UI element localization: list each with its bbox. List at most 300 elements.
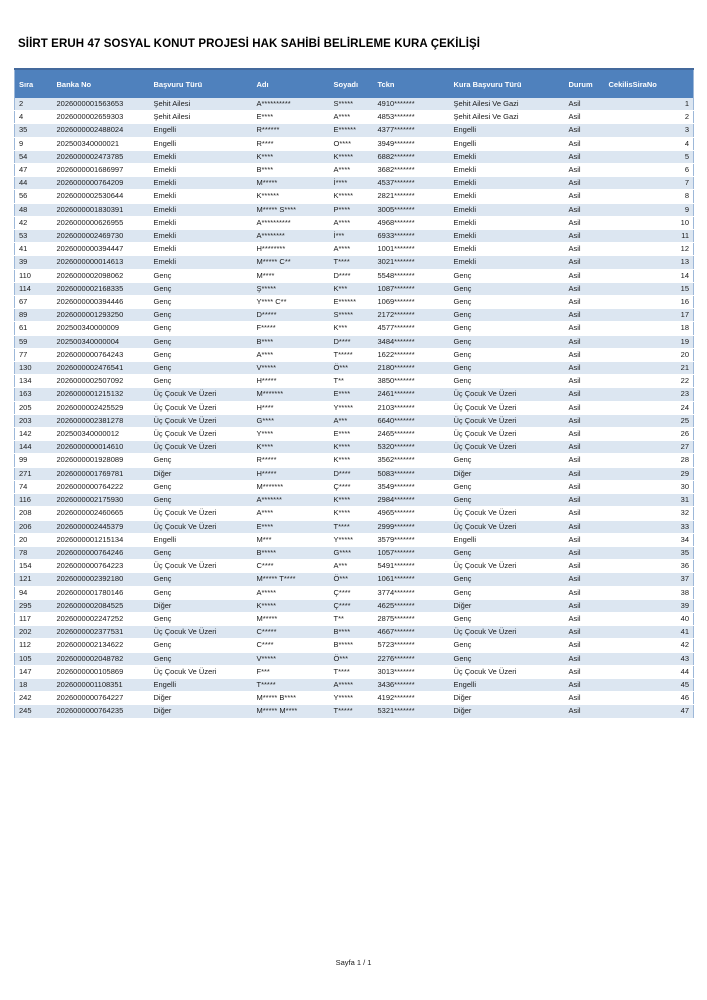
cell-basvuru-turu: Üç Çocuk Ve Üzeri [153, 561, 217, 571]
cell-cekilis-sira-no: 32 [680, 508, 689, 518]
cell-soyadi: G**** [333, 547, 352, 557]
cell-banka-no: 2026000002507092 [56, 376, 124, 386]
cell-basvuru-turu: Üç Çocuk Ve Üzeri [153, 627, 217, 637]
cell-banka-no: 2026000000394447 [56, 244, 124, 254]
cell-cekilis-sira-no: 31 [680, 495, 689, 505]
table-row [15, 480, 694, 493]
cell-tckn: 5723******* [377, 640, 415, 650]
table-row [15, 98, 694, 111]
cell-adi: R****** [256, 125, 280, 135]
cell-kura-basvuru-turu: Şehit Ailesi Ve Gazi [453, 112, 519, 122]
table-row [15, 124, 694, 137]
cell-cekilis-sira-no: 34 [680, 534, 689, 544]
cell-kura-basvuru-turu: Genç [453, 297, 472, 307]
cell-tckn: 3949******* [377, 138, 415, 148]
cell-basvuru-turu: Genç [153, 297, 172, 307]
cell-sira: 89 [19, 310, 28, 320]
cell-kura-basvuru-turu: Genç [453, 349, 472, 359]
cell-banka-no: 2026000000105869 [56, 666, 124, 676]
cell-cekilis-sira-no: 26 [680, 429, 689, 439]
cell-basvuru-turu: Engelli [153, 679, 177, 689]
cell-sira: 9 [19, 138, 24, 148]
cell-soyadi: K**** [333, 442, 351, 452]
cell-durum: Asil [568, 151, 581, 161]
cell-soyadi: T***** [333, 706, 353, 716]
cell-sira: 44 [19, 178, 28, 188]
cell-kura-basvuru-turu: Diğer [453, 693, 472, 703]
cell-sira: 2 [19, 99, 24, 108]
cell-basvuru-turu: Emekli [153, 191, 177, 201]
cell-adi: Y**** [256, 429, 274, 439]
cell-soyadi: T**** [333, 257, 350, 267]
cell-banka-no: 2026000001769781 [56, 468, 124, 478]
table-row [15, 573, 694, 586]
cell-adi: K**** [256, 442, 274, 452]
cell-tckn: 2172******* [377, 310, 415, 320]
cell-cekilis-sira-no: 18 [680, 323, 689, 333]
table-row [15, 348, 694, 361]
cell-sira: 144 [19, 442, 32, 452]
cell-sira: 105 [19, 653, 32, 663]
cell-banka-no: 2026000002134622 [56, 640, 124, 650]
cell-sira: 94 [19, 587, 28, 597]
cell-basvuru-turu: Emekli [153, 151, 177, 161]
table-row [15, 362, 694, 375]
cell-sira: 56 [19, 191, 28, 201]
cell-banka-no: 2026000001780146 [56, 587, 124, 597]
table-row [15, 612, 694, 625]
cell-adi: M***** [256, 178, 278, 188]
cell-cekilis-sira-no: 46 [680, 693, 689, 703]
cell-tckn: 5491******* [377, 561, 415, 571]
cell-soyadi: S***** [333, 310, 354, 320]
cell-soyadi: A***** [333, 679, 354, 689]
cell-banka-no: 2026000000764235 [56, 706, 124, 716]
cell-basvuru-turu: Diğer [153, 693, 172, 703]
cell-cekilis-sira-no: 25 [680, 415, 689, 425]
cell-soyadi: K**** [333, 495, 351, 505]
cell-durum: Asil [568, 455, 581, 465]
cell-sira: 39 [19, 257, 28, 267]
cell-durum: Asil [568, 231, 581, 241]
cell-sira: 134 [19, 376, 32, 386]
cell-adi: C**** [256, 561, 274, 571]
cell-adi: M***** B**** [256, 693, 297, 703]
cell-sira: 61 [19, 323, 28, 333]
table-row [15, 533, 694, 546]
cell-adi: Y**** C** [256, 297, 287, 307]
table-row [15, 230, 694, 243]
cell-durum: Asil [568, 613, 581, 623]
cell-sira: 154 [19, 561, 32, 571]
cell-adi: A********** [256, 99, 291, 108]
cell-basvuru-turu: Emekli [153, 231, 177, 241]
cell-banka-no: 2026000000764209 [56, 178, 124, 188]
cell-adi: M***** M**** [256, 706, 298, 716]
cell-soyadi: A**** [333, 112, 351, 122]
cell-basvuru-turu: Genç [153, 376, 172, 386]
cell-basvuru-turu: Üç Çocuk Ve Üzeri [153, 442, 217, 452]
cell-adi: M***** S**** [256, 204, 297, 214]
cell-soyadi: Ö*** [333, 363, 349, 373]
cell-soyadi: A**** [333, 244, 351, 254]
cell-adi: K**** [256, 151, 274, 161]
cell-adi: M******* [256, 389, 284, 399]
cell-soyadi: A*** [333, 415, 348, 425]
cell-basvuru-turu: Genç [153, 587, 172, 597]
cell-basvuru-turu: Engelli [153, 125, 177, 135]
cell-sira: 18 [19, 679, 28, 689]
cell-adi: F***** [256, 323, 276, 333]
cell-tckn: 1087******* [377, 283, 415, 293]
cell-sira: 130 [19, 363, 32, 373]
table-row [15, 441, 694, 454]
cell-cekilis-sira-no: 6 [684, 165, 689, 175]
cell-banka-no: 2026000000394446 [56, 297, 124, 307]
cell-banka-no: 2026000002659303 [56, 112, 124, 122]
cell-banka-no: 2026000002377531 [56, 627, 124, 637]
cell-soyadi: E****** [333, 125, 357, 135]
cell-tckn: 4625******* [377, 600, 415, 610]
cell-banka-no: 2026000002084525 [56, 600, 124, 610]
cell-tckn: 4853******* [377, 112, 415, 122]
cell-tckn: 6933******* [377, 231, 415, 241]
cell-kura-basvuru-turu: Üç Çocuk Ve Üzeri [453, 442, 517, 452]
cell-tckn: 2984******* [377, 495, 415, 505]
cell-adi: A***** [256, 587, 277, 597]
cell-basvuru-turu: Emekli [153, 257, 177, 267]
page-number-label: Sayfa 1 / 1 [335, 958, 372, 967]
cell-cekilis-sira-no: 28 [680, 455, 689, 465]
column-header-kura-basvuru-turu: Kura Başvuru Türü [450, 69, 565, 98]
cell-adi: H**** [256, 402, 274, 412]
cell-adi: M***** [256, 613, 278, 623]
cell-tckn: 3013******* [377, 666, 415, 676]
cell-soyadi: Y***** [333, 693, 354, 703]
cell-durum: Asil [568, 297, 581, 307]
cell-tckn: 1001******* [377, 244, 415, 254]
cell-durum: Asil [568, 534, 581, 544]
cell-banka-no: 2026000001293250 [56, 310, 124, 320]
cell-durum: Asil [568, 481, 581, 491]
table-row [15, 652, 694, 665]
cell-kura-basvuru-turu: Diğer [453, 600, 472, 610]
cell-kura-basvuru-turu: Üç Çocuk Ve Üzeri [453, 508, 517, 518]
cell-sira: 242 [19, 693, 32, 703]
cell-banka-no: 2026000002445379 [56, 521, 124, 531]
table-row [15, 190, 694, 203]
cell-cekilis-sira-no: 36 [680, 561, 689, 571]
cell-tckn: 3005******* [377, 204, 415, 214]
cell-adi: H******** [256, 244, 286, 254]
cell-adi: Ş***** [256, 283, 277, 293]
cell-durum: Asil [568, 363, 581, 373]
cell-kura-basvuru-turu: Genç [453, 481, 472, 491]
cell-kura-basvuru-turu: Emekli [453, 151, 477, 161]
cell-sira: 110 [19, 270, 31, 280]
cell-kura-basvuru-turu: Diğer [453, 706, 472, 716]
cell-basvuru-turu: Üç Çocuk Ve Üzeri [153, 666, 217, 676]
cell-durum: Asil [568, 283, 581, 293]
cell-cekilis-sira-no: 9 [684, 204, 689, 214]
cell-soyadi: B**** [333, 627, 351, 637]
cell-durum: Asil [568, 99, 581, 108]
cell-tckn: 4667******* [377, 627, 415, 637]
cell-adi: R***** [256, 455, 277, 465]
cell-sira: 295 [19, 600, 32, 610]
cell-kura-basvuru-turu: Genç [453, 653, 472, 663]
cell-durum: Asil [568, 508, 581, 518]
cell-tckn: 6882******* [377, 151, 415, 161]
table-row [15, 322, 694, 335]
cell-basvuru-turu: Engelli [153, 534, 177, 544]
cell-durum: Asil [568, 706, 581, 716]
cell-adi: V***** [256, 653, 277, 663]
table-row [15, 428, 694, 441]
cell-durum: Asil [568, 521, 581, 531]
cell-sira: 271 [19, 468, 32, 478]
cell-basvuru-turu: Üç Çocuk Ve Üzeri [153, 389, 217, 399]
cell-soyadi: K*** [333, 323, 348, 333]
cell-banka-no: 2026000002098062 [56, 270, 124, 280]
cell-adi: B**** [256, 336, 274, 346]
cell-cekilis-sira-no: 10 [680, 217, 689, 227]
cell-soyadi: D**** [333, 270, 351, 280]
cell-kura-basvuru-turu: Genç [453, 376, 472, 386]
cell-cekilis-sira-no: 35 [680, 547, 689, 557]
cell-kura-basvuru-turu: Emekli [453, 231, 477, 241]
cell-sira: 203 [19, 415, 32, 425]
cell-durum: Asil [568, 336, 581, 346]
cell-durum: Asil [568, 138, 581, 148]
cell-cekilis-sira-no: 4 [684, 138, 689, 148]
column-header-basvuru-turu: Başvuru Türü [150, 69, 253, 98]
table-row [15, 494, 694, 507]
cell-durum: Asil [568, 495, 581, 505]
cell-kura-basvuru-turu: Emekli [453, 165, 477, 175]
cell-kura-basvuru-turu: Üç Çocuk Ve Üzeri [453, 521, 517, 531]
cell-kura-basvuru-turu: Emekli [453, 257, 477, 267]
cell-sira: 42 [19, 217, 28, 227]
cell-durum: Asil [568, 389, 581, 399]
cell-banka-no: 2026000001108351 [56, 679, 123, 689]
cell-adi: M******* [256, 481, 284, 491]
cell-tckn: 2103******* [377, 402, 415, 412]
cell-cekilis-sira-no: 16 [680, 297, 689, 307]
cell-basvuru-turu: Diğer [153, 706, 172, 716]
cell-cekilis-sira-no: 33 [680, 521, 689, 531]
cell-tckn: 2999******* [377, 521, 415, 531]
cell-durum: Asil [568, 310, 581, 320]
cell-basvuru-turu: Genç [153, 653, 172, 663]
column-header-durum: Durum [565, 69, 605, 98]
table-row [15, 388, 694, 401]
cell-cekilis-sira-no: 21 [680, 363, 689, 373]
cell-sira: 142 [19, 429, 32, 439]
cell-soyadi: K***** [333, 151, 354, 161]
cell-cekilis-sira-no: 3 [684, 125, 689, 135]
cell-sira: 114 [19, 283, 31, 293]
cell-sira: 4 [19, 112, 24, 122]
cell-kura-basvuru-turu: Engelli [453, 679, 477, 689]
cell-soyadi: Ç**** [333, 481, 351, 491]
cell-basvuru-turu: Genç [153, 613, 172, 623]
cell-durum: Asil [568, 349, 581, 359]
cell-tckn: 1061******* [377, 574, 415, 584]
cell-tckn: 2276******* [377, 653, 415, 663]
cell-durum: Asil [568, 323, 581, 333]
cell-adi: H***** [256, 376, 277, 386]
cell-kura-basvuru-turu: Genç [453, 455, 472, 465]
cell-tckn: 3436******* [377, 679, 415, 689]
cell-soyadi: T** [333, 376, 344, 386]
cell-soyadi: D**** [333, 336, 351, 346]
cell-banka-no: 2026000001563653 [56, 99, 124, 108]
cell-sira: 77 [19, 349, 28, 359]
cell-cekilis-sira-no: 42 [680, 640, 689, 650]
cell-cekilis-sira-no: 44 [680, 666, 689, 676]
cell-durum: Asil [568, 679, 581, 689]
cell-durum: Asil [568, 442, 581, 452]
cell-banka-no: 2026000000764222 [56, 481, 124, 491]
cell-kura-basvuru-turu: Genç [453, 613, 472, 623]
cell-basvuru-turu: Emekli [153, 178, 177, 188]
table-row [15, 137, 694, 150]
cell-banka-no: 2026000002247252 [56, 613, 124, 623]
cell-cekilis-sira-no: 22 [680, 376, 689, 386]
cell-sira: 205 [19, 402, 32, 412]
cell-tckn: 2465******* [377, 429, 415, 439]
cell-sira: 99 [19, 455, 28, 465]
table-row [15, 546, 694, 559]
table-row [15, 520, 694, 533]
cell-banka-no: 2026000002460665 [56, 508, 124, 518]
table-header [15, 69, 694, 98]
cell-cekilis-sira-no: 38 [680, 587, 689, 597]
cell-tckn: 3579******* [377, 534, 415, 544]
cell-basvuru-turu: Genç [153, 270, 172, 280]
cell-banka-no: 2026000001928089 [56, 455, 124, 465]
cell-cekilis-sira-no: 40 [680, 613, 689, 623]
cell-sira: 54 [19, 151, 28, 161]
cell-sira: 47 [19, 165, 28, 175]
cell-tckn: 3682******* [377, 165, 415, 175]
cell-adi: B**** [256, 165, 274, 175]
table-row [15, 401, 694, 414]
cell-basvuru-turu: Genç [153, 547, 172, 557]
cell-basvuru-turu: Genç [153, 283, 172, 293]
cell-adi: A********** [256, 217, 291, 227]
cell-sira: 202 [19, 627, 32, 637]
cell-cekilis-sira-no: 29 [680, 468, 689, 478]
table-row [15, 560, 694, 573]
cell-basvuru-turu: Üç Çocuk Ve Üzeri [153, 429, 217, 439]
cell-tckn: 1622******* [377, 349, 415, 359]
table-row [15, 177, 694, 190]
cell-tckn: 5321******* [377, 706, 415, 716]
cell-soyadi: E**** [333, 429, 351, 439]
cell-durum: Asil [568, 640, 581, 650]
cell-durum: Asil [568, 587, 581, 597]
cell-tckn: 4377******* [377, 125, 415, 135]
cell-kura-basvuru-turu: Engelli [453, 125, 477, 135]
cell-durum: Asil [568, 204, 581, 214]
cell-tckn: 2180******* [377, 363, 415, 373]
cell-soyadi: A**** [333, 165, 351, 175]
cell-kura-basvuru-turu: Emekli [453, 178, 477, 188]
cell-kura-basvuru-turu: Engelli [453, 534, 477, 544]
cell-kura-basvuru-turu: Şehit Ailesi Ve Gazi [453, 99, 519, 108]
cell-cekilis-sira-no: 45 [680, 679, 689, 689]
cell-basvuru-turu: Üç Çocuk Ve Üzeri [153, 402, 217, 412]
cell-banka-no: 2026000000014613 [56, 257, 124, 267]
page-title: SİİRT ERUH 47 SOSYAL KONUT PROJESİ HAK SAHİBİ BELİRLEME KURA ÇEKİLİŞİ [18, 38, 481, 50]
table-row [15, 692, 694, 705]
cell-adi: B***** [256, 547, 277, 557]
cell-kura-basvuru-turu: Genç [453, 587, 472, 597]
table-row [15, 282, 694, 295]
cell-cekilis-sira-no: 14 [680, 270, 689, 280]
column-header-tckn: Tckn [374, 69, 450, 98]
cell-basvuru-turu: Genç [153, 363, 172, 373]
cell-cekilis-sira-no: 2 [684, 112, 689, 122]
cell-durum: Asil [568, 653, 581, 663]
cell-soyadi: K*** [333, 283, 348, 293]
cell-basvuru-turu: Emekli [153, 244, 177, 254]
cell-banka-no: 202500340000012 [56, 429, 120, 439]
cell-durum: Asil [568, 627, 581, 637]
cell-tckn: 4968******* [377, 217, 415, 227]
cell-sira: 121 [19, 574, 32, 584]
table-row [15, 216, 694, 229]
cell-durum: Asil [568, 257, 581, 267]
cell-kura-basvuru-turu: Üç Çocuk Ve Üzeri [453, 415, 517, 425]
cell-banka-no: 2026000002473785 [56, 151, 124, 161]
cell-tckn: 3021******* [377, 257, 415, 267]
cell-tckn: 1069******* [377, 297, 415, 307]
cell-sira: 20 [19, 534, 28, 544]
cell-durum: Asil [568, 415, 581, 425]
cell-banka-no: 202500340000009 [56, 323, 120, 333]
cell-cekilis-sira-no: 20 [680, 349, 689, 359]
cell-adi: K***** [256, 600, 277, 610]
cell-kura-basvuru-turu: Emekli [453, 217, 477, 227]
cell-tckn: 2461******* [377, 389, 415, 399]
cell-durum: Asil [568, 125, 581, 135]
cell-sira: 48 [19, 204, 28, 214]
cell-adi: M***** T**** [256, 574, 296, 584]
table-row [15, 150, 694, 163]
cell-soyadi: K***** [333, 191, 354, 201]
cell-cekilis-sira-no: 23 [680, 389, 689, 399]
cell-banka-no: 2026000002530644 [56, 191, 124, 201]
cell-cekilis-sira-no: 7 [684, 178, 689, 188]
cell-tckn: 4965******* [377, 508, 415, 518]
cell-soyadi: K**** [333, 508, 351, 518]
cell-cekilis-sira-no: 17 [680, 310, 689, 320]
cell-basvuru-turu: Genç [153, 323, 172, 333]
table-row [15, 454, 694, 467]
cell-kura-basvuru-turu: Üç Çocuk Ve Üzeri [453, 389, 517, 399]
cell-banka-no: 2026000002048782 [56, 653, 124, 663]
cell-adi: F*** [256, 666, 270, 676]
cell-sira: 163 [19, 389, 32, 399]
cell-kura-basvuru-turu: Emekli [453, 191, 477, 201]
cell-cekilis-sira-no: 43 [680, 653, 689, 663]
cell-tckn: 4192******* [377, 693, 415, 703]
cell-banka-no: 202500340000004 [56, 336, 120, 346]
table-row [15, 705, 694, 718]
